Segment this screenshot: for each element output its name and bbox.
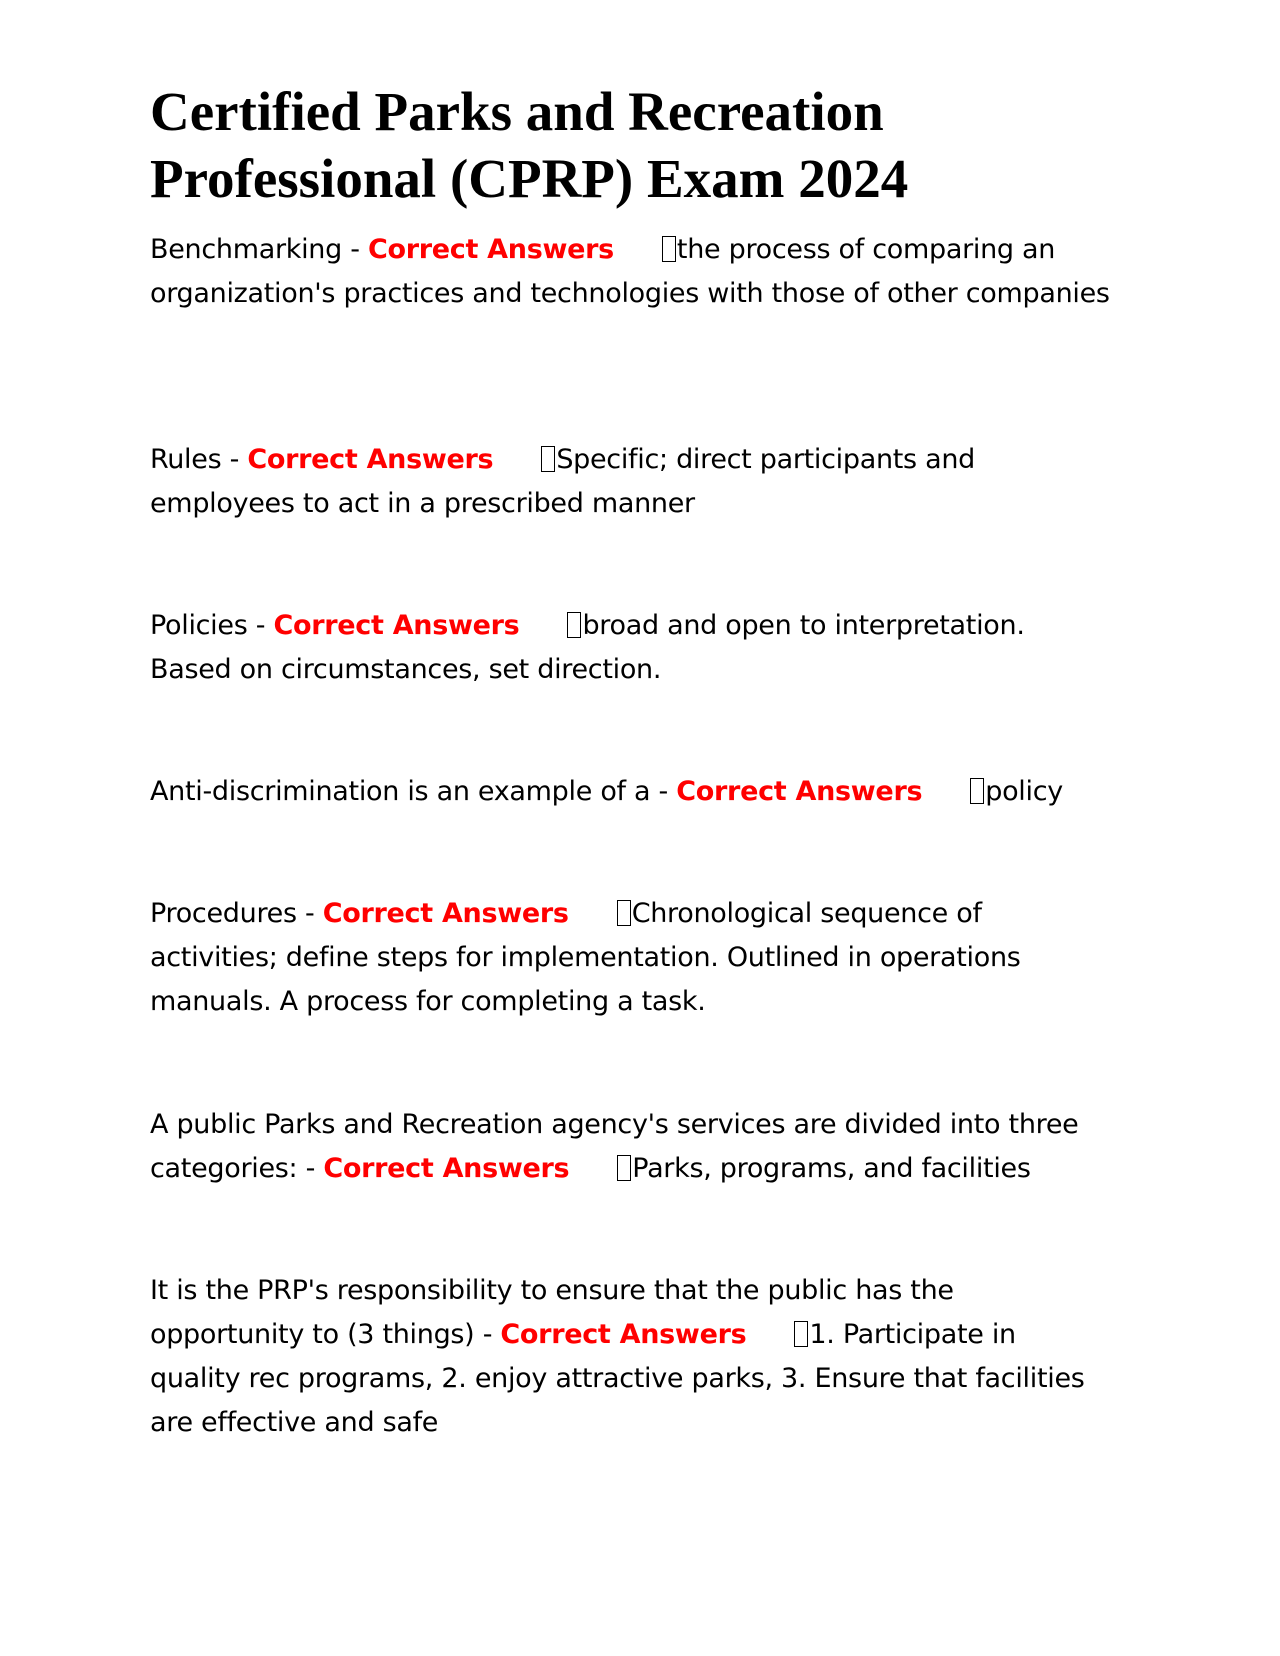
answer-text: Parks, programs, and facilities — [632, 1153, 1031, 1184]
correct-answers-label: Correct Answers — [323, 1153, 570, 1184]
correct-answers-label: Correct Answers — [322, 898, 569, 929]
missing-glyph-icon — [794, 1321, 808, 1347]
question-text: Rules - — [150, 444, 248, 475]
missing-glyph-icon — [617, 900, 631, 926]
correct-answers-label: Correct Answers — [367, 234, 614, 265]
answer-text: 1. Participate in quality rec programs, 2. enjoy attractive parks, 3. Ensure that facilities are effective and safe — [150, 1319, 1085, 1438]
document-title: Certified Parks and Recreation Professional (CPRP) Exam 2024 — [150, 81, 909, 209]
missing-glyph-icon — [541, 446, 555, 472]
answer-text: policy — [985, 776, 1063, 807]
correct-answers-label: Correct Answers — [247, 444, 494, 475]
missing-glyph-icon — [970, 778, 984, 804]
question-text: Procedures - — [150, 898, 323, 929]
answer-text: the process of comparing an organization's practices and technologies with those of other companies — [150, 234, 1110, 309]
question-text: Policies - — [150, 610, 274, 641]
correct-answers-label: Correct Answers — [676, 776, 923, 807]
qa-item — [150, 1269, 1110, 1445]
answer-text: broad and open to interpretation. Based on circumstances, set direction. — [150, 610, 1025, 685]
question-text: Benchmarking - — [150, 234, 368, 265]
question-text: Anti-discrimination is an example of a - — [150, 776, 677, 807]
answer-text: Specific; direct participants and employees to act in a prescribed manner — [150, 444, 975, 519]
missing-glyph-icon — [567, 612, 581, 638]
qa-item — [150, 770, 1110, 814]
correct-answers-label: Correct Answers — [500, 1319, 747, 1350]
qa-item — [150, 892, 1110, 1024]
qa-item — [150, 604, 1110, 692]
answer-text: Chronological sequence of activities; define steps for implementation. Outlined in operations manuals. A process for completing a task. — [150, 898, 1021, 1017]
question-text: A public Parks and Recreation agency's services are divided into three categories: - — [150, 1109, 1079, 1184]
missing-glyph-icon — [617, 1155, 631, 1181]
qa-item — [150, 1103, 1110, 1191]
question-text: It is the PRP's responsibility to ensure that the public has the opportunity to (3 things) - — [150, 1275, 954, 1350]
correct-answers-label: Correct Answers — [273, 610, 520, 641]
missing-glyph-icon — [662, 236, 676, 262]
qa-item — [150, 438, 1110, 526]
qa-item — [150, 228, 1110, 316]
